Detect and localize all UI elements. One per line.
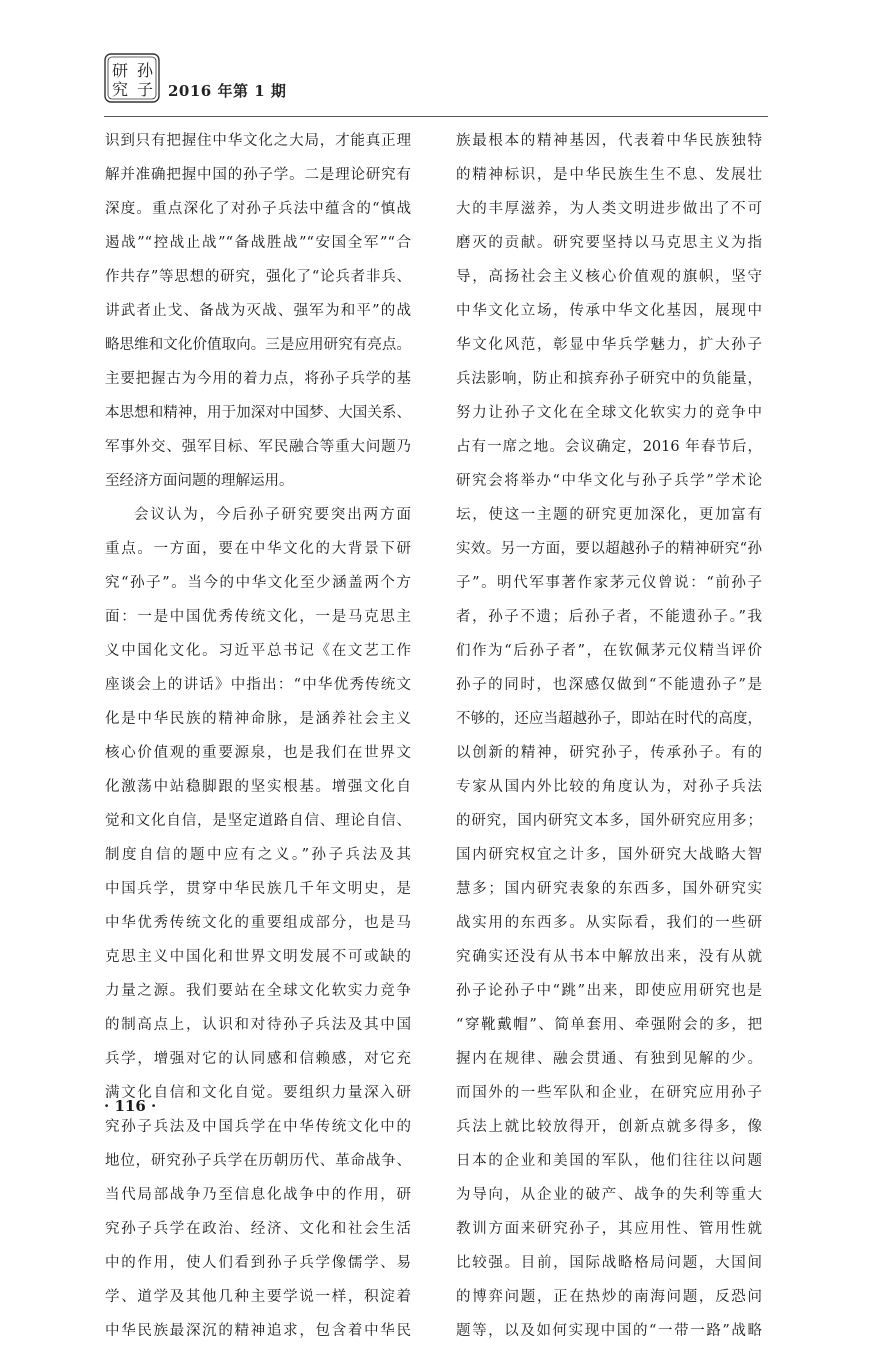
text-line: 觉和文化自信，是坚定道路自信、理论自信、: [105, 813, 411, 829]
text-line: 中华民族最深沉的精神追求，包含着中华民: [105, 1323, 411, 1339]
svg-text:孙: 孙: [136, 61, 154, 80]
text-line: 兵法影响，防止和摈弃孙子研究中的负能量，: [456, 371, 762, 387]
text-line: 满文化自信和文化自觉。要组织力量深入研: [105, 1085, 411, 1101]
text-line: 努力让孙子文化在全球文化软实力的竞争中: [456, 405, 762, 421]
svg-text:子: 子: [136, 80, 154, 99]
paragraph: [105, 498, 411, 1348]
text-line: 战实用的东西多。从实际看，我们的一些研: [456, 915, 762, 931]
text-line: 们作为“后孙子者”，在钦佩茅元仪精当评价: [456, 643, 762, 659]
text-line: 当代局部战争乃至信息化战争中的作用，研: [105, 1187, 411, 1203]
page-header: [104, 50, 768, 120]
header-rule: [104, 116, 768, 117]
text-line: 化是中华民族的精神命脉，是涵养社会主义: [105, 711, 411, 727]
text-line: 研究会将举办“中华文化与孙子兵学”学术论: [456, 473, 762, 489]
text-line: 者，孙子不遗；后孙子者，不能遗孙子。”我: [456, 609, 762, 625]
text-line: 遏战”“控战止战”“备战胜战”“安国全军”“合: [105, 235, 411, 251]
text-line: 本思想和精神，用于加深对中国梦、大国关系、: [105, 405, 411, 421]
paragraph: [456, 124, 762, 1348]
paragraph: [105, 124, 411, 498]
text-line: 占有一席之地。会议确定，2016 年春节后，: [456, 439, 762, 455]
text-line: 军事外交、强军目标、军民融合等重大问题乃: [105, 439, 411, 455]
text-line: 坛，使这一主题的研究更加深化，更加富有: [456, 507, 762, 523]
text-line: 大的丰厚滋养，为人类文明进步做出了不可: [456, 201, 762, 217]
svg-text:研: 研: [111, 61, 129, 80]
text-line: 兵学，增强对它的认同感和信赖感，对它充: [105, 1051, 411, 1067]
text-line: 深度。重点深化了对孙子兵法中蕴含的“慎战: [105, 201, 411, 217]
text-line: 中的作用，使人们看到孙子兵学像儒学、易: [105, 1255, 411, 1271]
text-line: 解并准确把握中国的孙子学。二是理论研究有: [105, 167, 411, 183]
text-line: 制度自信的题中应有之义。”孙子兵法及其: [105, 847, 411, 863]
text-line: 华文化风范，彰显中华兵学魅力，扩大孙子: [456, 337, 762, 353]
text-line: 实效。另一方面，要以超越孙子的精神研究“孙: [456, 541, 762, 557]
text-line: 主要把握古为今用的着力点，将孙子兵学的基: [105, 371, 411, 387]
text-line: 究确实还没有从书本中解放出来，没有从就: [456, 949, 762, 965]
svg-text:究: 究: [111, 80, 129, 99]
text-line: 究孙子兵法及中国兵学在中华传统文化中的: [105, 1119, 411, 1135]
text-line: 教训方面来研究孙子，其应用性、管用性就: [456, 1221, 762, 1237]
text-line: 子”。明代军事著作家茅元仪曾说：“前孙子: [456, 575, 762, 591]
text-line: 识到只有把握住中华文化之大局，才能真正理: [105, 133, 411, 149]
text-line: 核心价值观的重要源泉，也是我们在世界文: [105, 745, 411, 761]
text-line: 至经济方面问题的理解运用。: [105, 473, 294, 489]
text-line: 略思维和文化价值取向。三是应用研究有亮点。: [105, 337, 411, 353]
text-line: 学、道学及其他几种主要学说一样，积淀着: [105, 1289, 411, 1305]
text-line: 孙子的同时，也深感仅做到“不能遗孙子”是: [456, 677, 762, 693]
text-line: 国内研究权宜之计多，国外研究大战略大智: [456, 847, 762, 863]
right-column: [456, 124, 762, 1348]
issue-label: 2016 年第 1 期: [168, 82, 287, 100]
text-line: 握内在规律、融会贯通、有独到见解的少。: [456, 1051, 762, 1067]
text-line: 日本的企业和美国的军队，他们往往以问题: [456, 1153, 762, 1169]
text-line: 比较强。目前，国际战略格局问题，大国间: [456, 1255, 762, 1271]
text-line: 作共存”等思想的研究，强化了“论兵者非兵、: [105, 269, 411, 285]
text-line: 化激荡中站稳脚跟的坚实根基。增强文化自: [105, 779, 411, 795]
text-line: 义中国化文化。习近平总书记《在文艺工作: [105, 643, 411, 659]
text-line: 族最根本的精神基因，代表着中华民族独特: [456, 133, 762, 149]
text-line: 的博弈问题，正在热炒的南海问题，反恐问: [456, 1289, 762, 1305]
text-line: 兵法上就比较放得开，创新点就多得多，像: [456, 1119, 762, 1135]
text-line: 题等，以及如何实现中国的“一带一路”战略: [456, 1323, 762, 1339]
text-line: 会议认为，今后孙子研究要突出两方面: [134, 507, 411, 523]
text-line: 而国外的一些军队和企业，在研究应用孙子: [456, 1085, 762, 1101]
text-line: 重点。一方面，要在中华文化的大背景下研: [105, 541, 411, 557]
text-line: “穿靴戴帽”、简单套用、牵强附会的多，把: [456, 1017, 762, 1033]
text-line: 孙子论孙子中“跳”出来，即使应用研究也是: [456, 983, 762, 999]
text-line: 讲武者止戈、备战为灭战、强军为和平”的战: [105, 303, 411, 319]
text-line: 为导向，从企业的破产、战争的失利等重大: [456, 1187, 762, 1203]
text-line: 力量之源。我们要站在全球文化软实力竞争: [105, 983, 411, 999]
text-line: 中国兵学，贯穿中华民族几千年文明史，是: [105, 881, 411, 897]
text-line: 的制高点上，认识和对待孙子兵法及其中国: [105, 1017, 411, 1033]
text-line: 不够的，还应当超越孙子，即站在时代的高度，: [456, 711, 762, 727]
text-line: 中华文化立场，传承中华文化基因，展现中: [456, 303, 762, 319]
text-line: 慧多；国内研究表象的东西多，国外研究实: [456, 881, 762, 897]
text-line: 究“孙子”。当今的中华文化至少涵盖两个方: [105, 575, 411, 591]
text-line: 以创新的精神，研究孙子，传承孙子。有的: [456, 745, 762, 761]
text-line: 座谈会上的讲话》中指出：“中华优秀传统文: [105, 677, 411, 693]
text-line: 专家从国内外比较的角度认为，对孙子兵法: [456, 779, 762, 795]
text-line: 究孙子兵学在政治、经济、文化和社会生活: [105, 1221, 411, 1237]
text-line: 导，高扬社会主义核心价值观的旗帜，坚守: [456, 269, 762, 285]
text-line: 地位，研究孙子兵学在历朝历代、革命战争、: [105, 1153, 411, 1169]
page-number: · 116 ·: [104, 1097, 157, 1115]
text-line: 的精神标识，是中华民族生生不息、发展壮: [456, 167, 762, 183]
text-line: 的研究，国内研究文本多，国外研究应用多；: [456, 813, 762, 829]
text-line: 中华优秀传统文化的重要组成部分，也是马: [105, 915, 411, 931]
text-line: 克思主义中国化和世界文明发展不可或缺的: [105, 949, 411, 965]
journal-logo: [104, 53, 160, 103]
text-line: 磨灭的贡献。研究要坚持以马克思主义为指: [456, 235, 762, 251]
text-line: 面：一是中国优秀传统文化，一是马克思主: [105, 609, 411, 625]
left-column: [105, 124, 411, 1348]
